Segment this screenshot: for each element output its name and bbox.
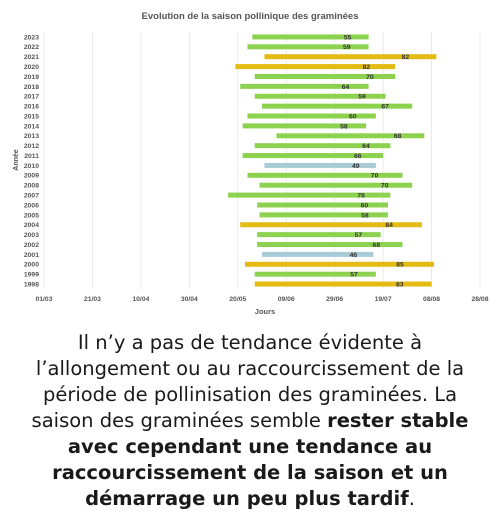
y-tick-label: 2011	[24, 152, 39, 160]
data-label-2001: 46	[349, 251, 358, 259]
x-tick-label: 28/08	[471, 296, 489, 303]
bar-2002	[257, 242, 402, 247]
data-label-2005: 58	[361, 212, 369, 220]
y-tick-label: 2008	[23, 182, 39, 190]
bar-2013	[277, 133, 425, 141]
data-label-2007: 76	[357, 192, 365, 200]
caption-bold-text: rester stable avec cependant une tendance au raccourcissement de la saison et un démarrage un peu plus tardif	[52, 409, 469, 510]
bar-2015	[247, 114, 375, 119]
y-tick-label: 2007	[23, 192, 39, 200]
chart-caption	[12, 330, 488, 512]
bar-2018	[240, 84, 368, 89]
data-label-2010: 49	[352, 162, 360, 170]
data-label-2002: 68	[372, 241, 381, 249]
y-tick-label: 2018	[23, 83, 39, 91]
bar-2020	[235, 64, 395, 69]
data-label-2008: 70	[380, 182, 389, 190]
y-tick-label: 2006	[23, 202, 39, 210]
y-tick-label: 2019	[23, 73, 39, 81]
data-label-1998: 83	[395, 281, 404, 289]
x-tick-labels	[35, 296, 488, 303]
y-tick-label: 2005	[23, 212, 39, 220]
data-label-2011: 66	[354, 152, 362, 160]
data-label-1999: 57	[350, 271, 358, 279]
y-tick-label: 1999	[23, 271, 39, 279]
y-tick-label: 2012	[23, 143, 39, 151]
bar-2017	[255, 94, 386, 99]
x-tick-label: 20/05	[229, 296, 247, 303]
data-label-2016: 67	[381, 103, 389, 111]
y-tick-label: 2004	[23, 222, 39, 230]
y-tick-label: 2021	[23, 54, 39, 62]
bar-2012	[255, 143, 391, 151]
x-tick-label: 08/08	[423, 296, 441, 303]
caption-text-2: .	[408, 487, 415, 510]
y-tick-label: 2022	[23, 44, 39, 52]
bar-2004	[240, 222, 422, 230]
bar-2009	[247, 173, 402, 178]
data-label-2000: 85	[396, 261, 404, 269]
data-label-2014: 58	[340, 123, 348, 131]
data-label-2012: 64	[362, 143, 370, 151]
y-tick-label: 2001	[23, 251, 39, 259]
bar-2021	[264, 54, 436, 62]
data-label-2020: 82	[362, 63, 371, 71]
bars	[228, 34, 436, 288]
bar-2006	[257, 202, 388, 210]
y-tick-label: 2013	[23, 133, 39, 141]
x-tick-label: 21/03	[83, 296, 101, 303]
caption-text-1: Il n’y a pas de tendance évidente à l’allongement ou au raccourcissement de la période de pollinisation des graminées. La saison des graminées semble	[31, 331, 465, 432]
y-tick-label: 2020	[23, 63, 39, 71]
bar-2008	[260, 183, 413, 188]
y-tick-label: 2003	[23, 232, 39, 240]
y-tick-labels	[24, 34, 39, 288]
data-label-2022: 59	[342, 44, 351, 52]
y-tick-label: 2016	[23, 103, 39, 111]
y-tick-label: 2023	[23, 34, 39, 42]
x-tick-label: 10/04	[132, 296, 150, 303]
x-tick-label: 01/03	[35, 296, 53, 303]
data-label-2017: 59	[358, 93, 366, 101]
bar-2007	[228, 193, 390, 198]
gridlines	[44, 32, 480, 289]
y-axis-label: Année	[13, 149, 20, 171]
x-tick-label: 09/06	[277, 296, 295, 303]
bar-2005	[260, 212, 388, 220]
x-tick-label: 19/07	[374, 296, 392, 303]
data-label-2009: 70	[370, 172, 379, 180]
y-tick-label: 2010	[23, 162, 39, 170]
bar-2011	[243, 153, 383, 158]
bar-2019	[255, 74, 395, 79]
data-label-2021: 82	[401, 54, 410, 62]
data-label-2015: 60	[348, 113, 357, 121]
x-tick-label: 30/04	[180, 296, 198, 303]
data-label-2004: 84	[385, 222, 393, 230]
chart-title: Evolution de la saison pollinique des graminées	[141, 11, 359, 22]
y-tick-label: 1998	[23, 281, 39, 289]
x-axis-label: Jours	[254, 307, 276, 316]
bar-2000	[245, 262, 434, 267]
y-tick-label: 2009	[23, 172, 39, 180]
data-label-2023: 55	[343, 34, 352, 42]
y-tick-label: 2015	[23, 113, 39, 121]
y-tick-label: 2017	[23, 93, 39, 101]
data-label-2003: 57	[354, 232, 363, 240]
y-tick-label: 2014	[23, 123, 39, 131]
data-label-2006: 60	[360, 202, 369, 210]
bar-2016	[262, 104, 412, 109]
y-tick-label: 2000	[23, 261, 39, 269]
y-tick-label: 2002	[23, 241, 39, 249]
bar-1998	[255, 282, 432, 287]
data-label-2013: 68	[393, 133, 402, 141]
x-tick-label: 29/06	[326, 296, 344, 303]
data-label-2018: 64	[341, 83, 350, 91]
data-label-2019: 70	[366, 73, 374, 81]
